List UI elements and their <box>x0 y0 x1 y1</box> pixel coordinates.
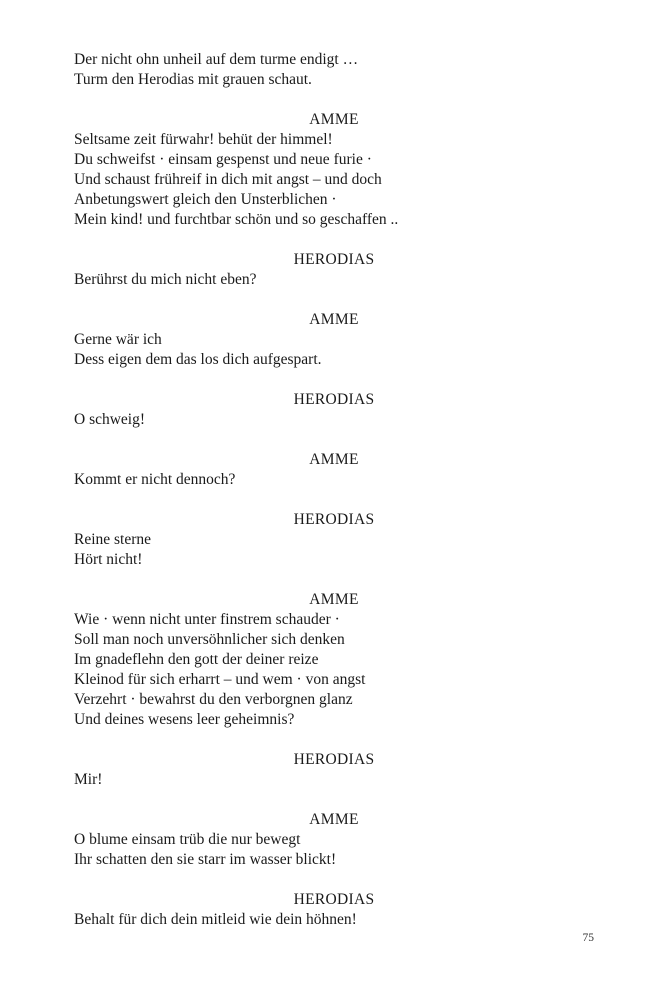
verse-line: Und deines wesens leer geheimnis? <box>74 711 295 728</box>
verse-block <box>74 250 594 290</box>
verse-line: Behalt für dich dein mitleid wie dein höhnen! <box>74 911 357 928</box>
verse-block <box>74 50 594 90</box>
verse-line: Kommt er nicht dennoch? <box>74 471 236 488</box>
verse-block <box>74 510 594 570</box>
verse-block <box>74 450 594 490</box>
verse-line: Seltsame zeit fürwahr! behüt der himmel! <box>74 131 333 148</box>
page-number: 75 <box>582 932 594 944</box>
verse-line: Mir! <box>74 771 103 788</box>
speaker-name: HERODIAS <box>293 391 375 408</box>
speaker-name: AMME <box>309 811 359 828</box>
verse-line: Verzehrt · bewahrst du den verborgnen glanz <box>74 691 353 708</box>
verse-line: Dess eigen dem das los dich aufgespart. <box>74 351 322 368</box>
verse-line: O blume einsam trüb die nur bewegt <box>74 831 301 848</box>
verse-line: Du schweifst · einsam gespenst und neue furie · <box>74 151 372 168</box>
verse-line: Soll man noch unversöhnlicher sich denken <box>74 631 345 648</box>
speaker-name: HERODIAS <box>293 891 375 908</box>
verse-line: O schweig! <box>74 411 146 428</box>
verse-line: Und schaust frühreif in dich mit angst – und doch <box>74 171 382 188</box>
verse-block <box>74 890 594 930</box>
verse-line: Anbetungswert gleich den Unsterblichen · <box>74 191 337 208</box>
speaker-name: AMME <box>309 311 359 328</box>
speaker-name: AMME <box>309 451 359 468</box>
verse-block <box>74 590 594 730</box>
speaker-name: AMME <box>309 111 359 128</box>
verse-line: Im gnadeflehn den gott der deiner reize <box>74 651 319 668</box>
verse-line: Mein kind! und furchtbar schön und so geschaffen .. <box>74 211 399 228</box>
speaker-name: HERODIAS <box>293 751 375 768</box>
verse-block <box>74 110 594 230</box>
verse-line: Berührst du mich nicht eben? <box>74 271 257 288</box>
verse-line: Hört nicht! <box>74 551 143 568</box>
speaker-name: HERODIAS <box>293 251 375 268</box>
verse-block <box>74 750 594 790</box>
verse-block <box>74 390 594 430</box>
verse-line: Ihr schatten den sie starr im wasser blickt! <box>74 851 337 868</box>
verse-line: Gerne wär ich <box>74 331 162 348</box>
speaker-name: AMME <box>309 591 359 608</box>
verse-line: Reine sterne <box>74 531 152 548</box>
verse-line: Wie · wenn nicht unter finstrem schauder · <box>74 611 340 628</box>
verse-line: Turm den Herodias mit grauen schaut. <box>74 71 312 88</box>
speaker-name: HERODIAS <box>293 511 375 528</box>
verse-line: Kleinod für sich erharrt – und wem · von angst <box>74 671 366 688</box>
verse-block <box>74 810 594 870</box>
verse-block <box>74 310 594 370</box>
page-text <box>74 50 594 930</box>
verse-line: Der nicht ohn unheil auf dem turme endigt … <box>74 51 359 68</box>
